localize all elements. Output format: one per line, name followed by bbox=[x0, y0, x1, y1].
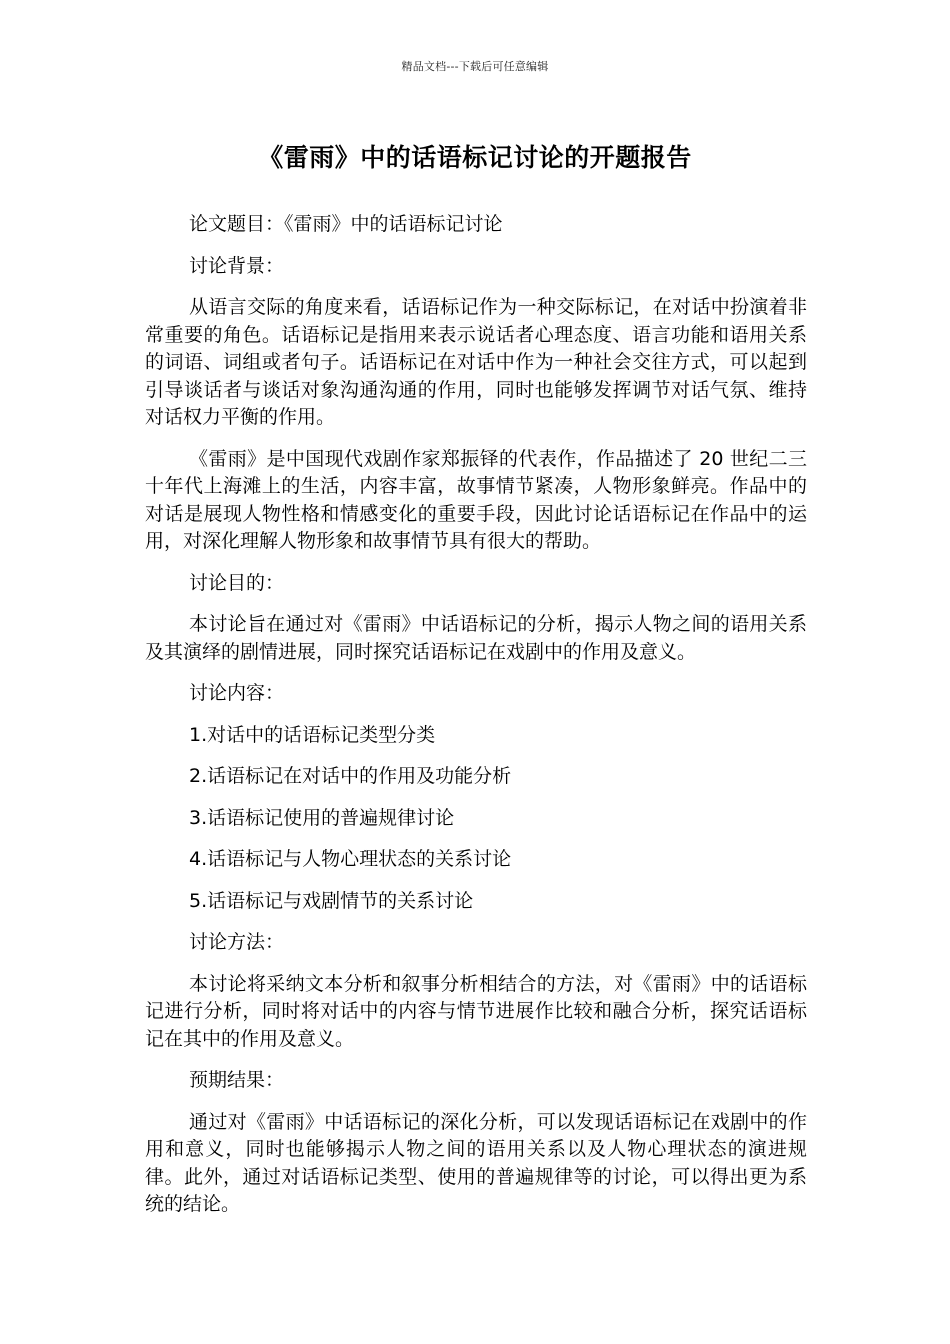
background-paragraph-2: 《雷雨》是中国现代戏剧作家郑振铎的代表作，作品描述了 20 世纪二三十年代上海滩上的生活，内容丰富，故事情节紧凑，人物形象鲜亮。作品中的对话是展现人物性格和情感变化的重要手段，因此讨论话语标记在作品中的运用，对深化理解人物形象和故事情节具有很大的帮助。 bbox=[145, 447, 807, 552]
section-label-method: 讨论方法： bbox=[189, 931, 285, 953]
content-list-item: 4.话语标记与人物心理状态的关系讨论 bbox=[189, 848, 512, 870]
document-body bbox=[145, 211, 807, 1233]
content-list-item: 3.话语标记使用的普遍规律讨论 bbox=[189, 806, 455, 829]
section-label-purpose: 讨论目的： bbox=[189, 571, 285, 594]
content-list-item: 1.对话中的话语标记类型分类 bbox=[189, 723, 436, 746]
background-paragraph-1: 从语言交际的角度来看，话语标记作为一种交际标记，在对话中扮演着非常重要的角色。话语标记是指用来表示说话者心理态度、语言功能和语用关系的词语、词组或者句子。话语标记在对话中作为一种社会交往方式，可以起到引导谈话者与谈话对象沟通沟通的作用，同时也能够发挥调节对话气氛、维持对话权力平衡的作用。 bbox=[145, 296, 807, 428]
section-label-background: 讨论背景： bbox=[189, 254, 285, 277]
section-label-expected-results: 预期结果： bbox=[189, 1069, 285, 1091]
page-header-watermark: 精品文档---下载后可任意编辑 bbox=[401, 60, 549, 73]
section-label-content: 讨论内容： bbox=[189, 682, 285, 704]
expected-results-paragraph: 通过对《雷雨》中话语标记的深化分析，可以发现话语标记在戏剧中的作用和意义，同时也能够揭示人物之间的语用关系以及人物心理状态的演进规律。此外，通过对话语标记类型、使用的普遍规律等的讨论，可以得出更为系统的结论。 bbox=[145, 1110, 807, 1215]
document-title: 《雷雨》中的话语标记讨论的开题报告 bbox=[258, 143, 692, 172]
thesis-title-line: 论文题目：《雷雨》中的话语标记讨论 bbox=[189, 213, 503, 235]
purpose-paragraph: 本讨论旨在通过对《雷雨》中话语标记的分析，揭示人物之间的语用关系及其演绎的剧情进展，同时探究话语标记在戏剧中的作用及意义。 bbox=[145, 613, 807, 663]
content-list-item: 2.话语标记在对话中的作用及功能分析 bbox=[189, 765, 512, 787]
content-list-item: 5.话语标记与戏剧情节的关系讨论 bbox=[189, 889, 474, 912]
method-paragraph: 本讨论将采纳文本分析和叙事分析相结合的方法，对《雷雨》中的话语标记进行分析，同时将对话中的内容与情节进展作比较和融合分析，探究话语标记在其中的作用及意义。 bbox=[145, 972, 807, 1050]
